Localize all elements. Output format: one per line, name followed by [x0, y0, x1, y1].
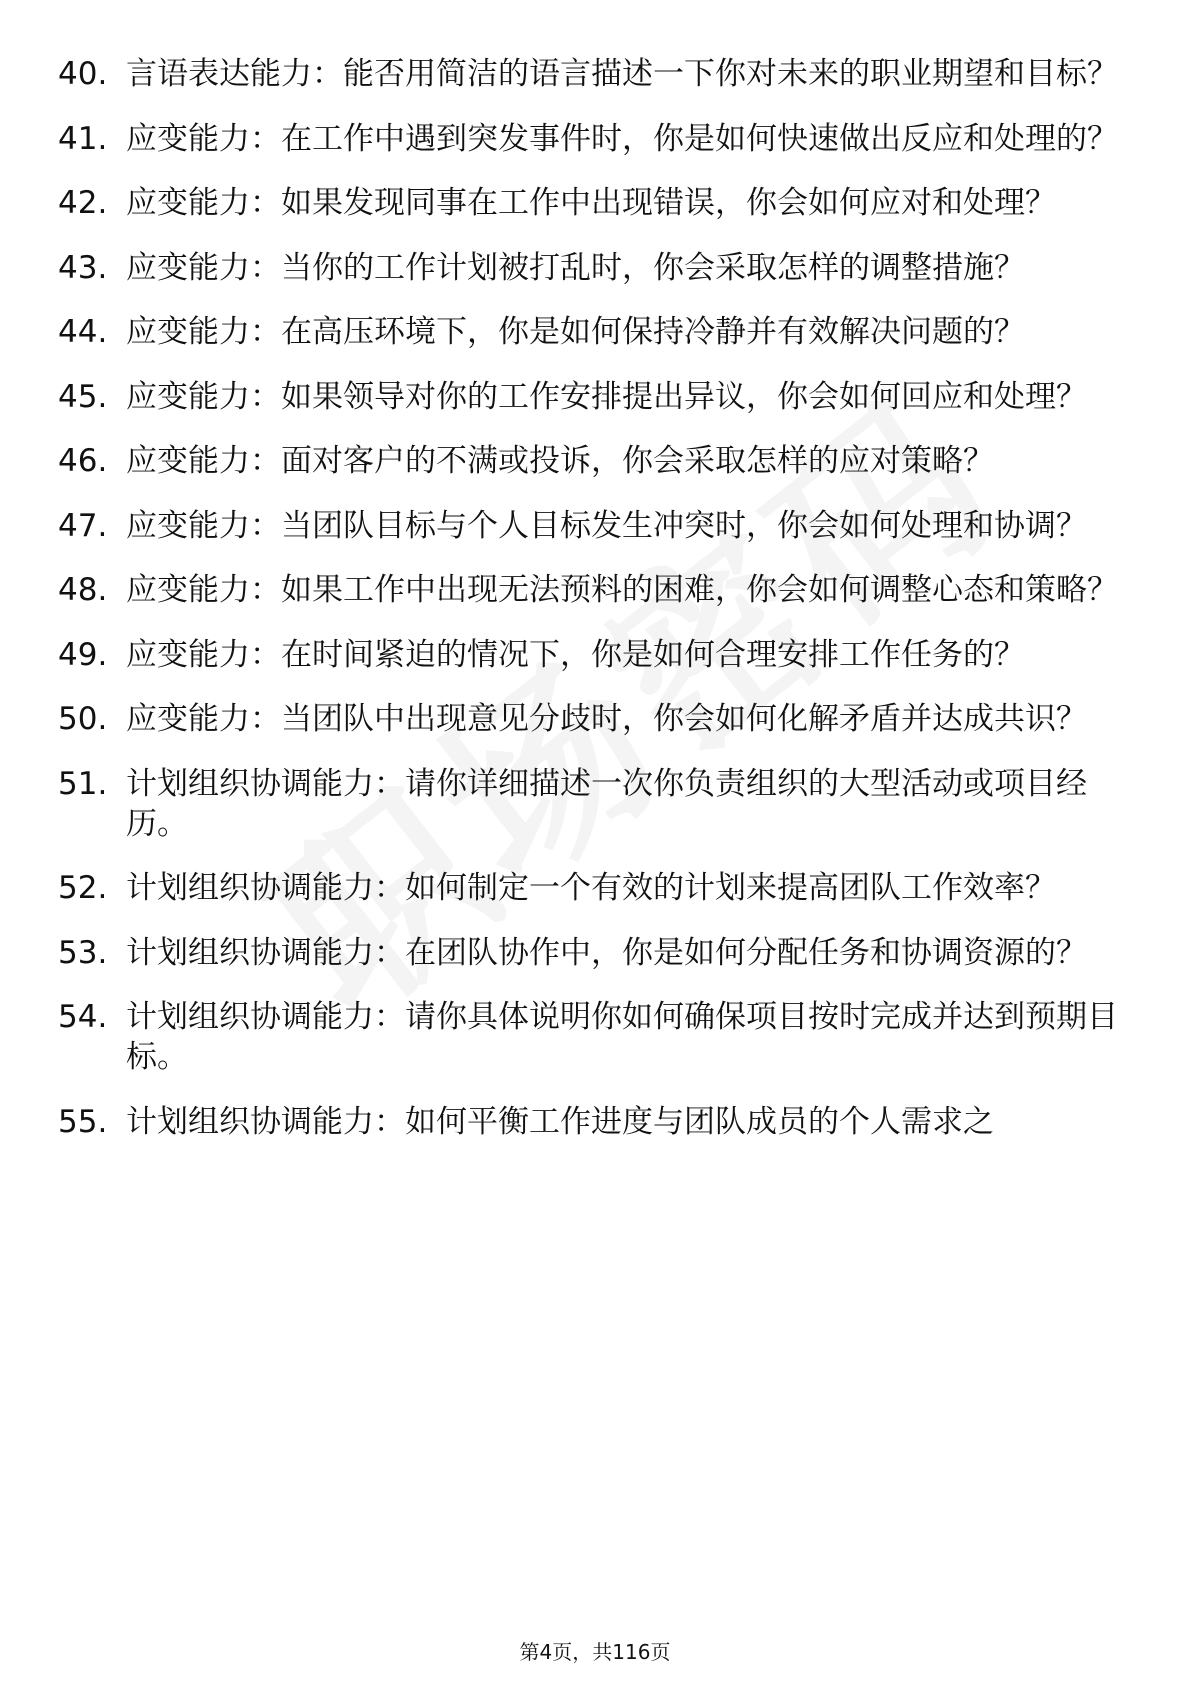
question-text: 应变能力：在高压环境下，你是如何保持冷静并有效解决问题的？ [126, 314, 1025, 350]
question-text: 计划组织协调能力：在团队协作中，你是如何分配任务和协调资源的？ [126, 934, 1087, 971]
question-text: 应变能力：如果发现同事在工作中出现错误，你会如何应对和处理？ [126, 185, 1056, 221]
question-number: 51. [58, 765, 108, 802]
question-number: 40. [58, 56, 108, 92]
question-item [58, 506, 1118, 546]
question-text: 计划组织协调能力：请你详细描述一次你负责组织的大型活动或项目经历。 [126, 765, 1087, 842]
question-number: 49. [58, 636, 108, 673]
question-number: 42. [58, 185, 108, 221]
question-item [58, 764, 1118, 844]
question-number: 47. [58, 507, 108, 544]
question-number: 44. [58, 314, 108, 350]
question-number: 52. [58, 870, 108, 906]
question-item [58, 1102, 1118, 1142]
question-number: 48. [58, 572, 108, 608]
question-number: 50. [58, 701, 108, 737]
question-item [58, 248, 1118, 288]
question-item [58, 312, 1118, 352]
question-text: 计划组织协调能力：如何平衡工作进度与团队成员的个人需求之 [126, 1103, 994, 1140]
question-item [58, 441, 1118, 481]
question-number: 53. [58, 934, 108, 971]
question-number: 43. [58, 249, 108, 286]
question-number: 41. [58, 120, 108, 157]
question-item [58, 699, 1118, 739]
question-text: 应变能力：当你的工作计划被打乱时，你会采取怎样的调整措施？ [126, 249, 1025, 286]
question-item [58, 119, 1118, 159]
question-text: 应变能力：如果工作中出现无法预料的困难，你会如何调整心态和策略？ [126, 572, 1118, 608]
question-text: 应变能力：如果领导对你的工作安排提出异议，你会如何回应和处理？ [126, 378, 1087, 415]
question-item [58, 183, 1118, 223]
question-text: 应变能力：面对客户的不满或投诉，你会采取怎样的应对策略？ [126, 443, 994, 479]
question-item [58, 933, 1118, 973]
question-text: 计划组织协调能力：如何制定一个有效的计划来提高团队工作效率？ [126, 870, 1056, 906]
question-text: 应变能力：在时间紧迫的情况下，你是如何合理安排工作任务的？ [126, 636, 1025, 673]
page-footer: 第4页，共116页 [519, 1640, 671, 1664]
question-item [58, 377, 1118, 417]
question-number: 46. [58, 443, 108, 479]
question-number: 45. [58, 378, 108, 415]
question-text: 言语表达能力：能否用简洁的语言描述一下你对未来的职业期望和目标？ [126, 56, 1118, 92]
question-number: 55. [58, 1103, 108, 1140]
question-text: 应变能力：在工作中遇到突发事件时，你是如何快速做出反应和处理的？ [126, 120, 1118, 157]
question-item [58, 54, 1118, 94]
question-number: 54. [58, 999, 108, 1035]
question-text: 计划组织协调能力：请你具体说明你如何确保项目按时完成并达到预期目标。 [126, 999, 1118, 1075]
question-list [58, 54, 1118, 1166]
question-text: 应变能力：当团队目标与个人目标发生冲突时，你会如何处理和协调？ [126, 507, 1087, 544]
question-item [58, 868, 1118, 908]
question-item [58, 570, 1118, 610]
question-text: 应变能力：当团队中出现意见分歧时，你会如何化解矛盾并达成共识？ [126, 701, 1087, 737]
question-item [58, 635, 1118, 675]
question-item [58, 997, 1118, 1077]
